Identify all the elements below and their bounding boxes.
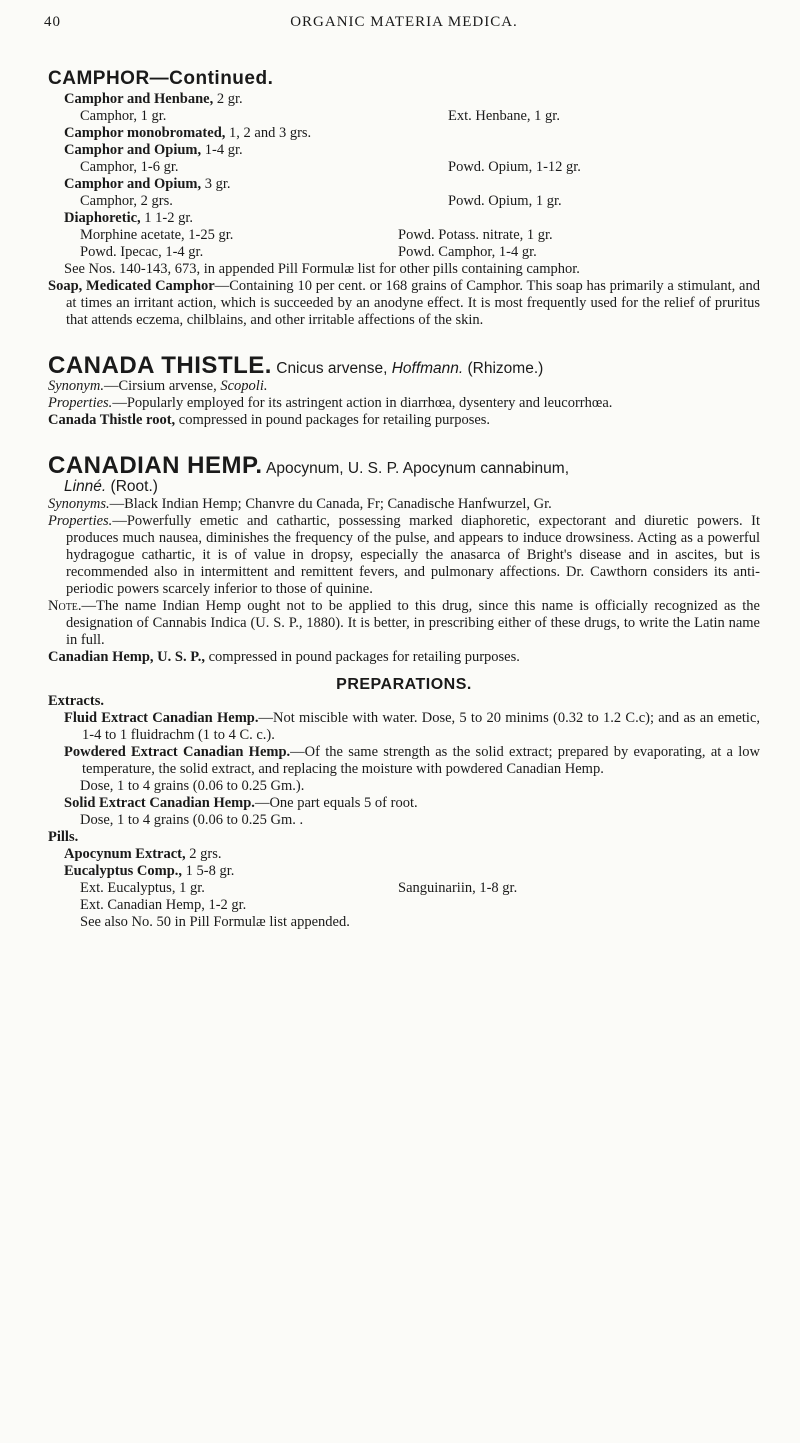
pill-formula — [48, 125, 760, 142]
synonyms-label: Synonyms. — [48, 496, 110, 512]
formula-ingredients — [48, 227, 760, 244]
synonyms-text: —Black Indian Hemp; Chanvre du Canada, Fr; Canadische Hanfwurzel, Gr. — [109, 496, 552, 512]
formula-ingredients — [48, 108, 760, 125]
drug-part: (Root.) — [106, 478, 158, 495]
prep-dose: Dose, 5 to 20 minims (0.32 to 1.2 C.c); and as an emetic, 1-4 to 1 fluidrachm (1 to 4 C. c.). — [82, 710, 761, 743]
powdered-extract — [48, 744, 760, 795]
running-title: ORGANIC MATERIA MEDICA. — [290, 14, 518, 30]
formula-title: Camphor and Opium, — [64, 176, 202, 192]
formula-ingredients — [48, 193, 760, 210]
page-number: 40 — [44, 14, 61, 30]
camphor-heading: CAMPHOR—Continued. — [48, 68, 274, 89]
product-text: compressed in pound packages for retailing purposes. — [175, 412, 491, 428]
product-title: Canada Thistle root, — [48, 412, 176, 428]
latin-name: Cnicus arvense, — [271, 360, 388, 377]
properties-label: Properties. — [48, 513, 113, 529]
synonym-text: —Cirsium arvense, — [103, 378, 221, 394]
properties-paragraph — [48, 513, 760, 598]
ingredient: Camphor, 1 gr. — [80, 108, 167, 124]
pill-formula — [48, 91, 760, 108]
prep-text: —Of the same strength as the solid extract; prepared by evaporating, at a low temperature, the solid extract, and replacing the moisture with powdered Canadian Hemp. — [82, 744, 760, 777]
prep-dose: Dose, 1 to 4 grains (0.06 to 0.25 Gm.). — [80, 778, 305, 794]
fluid-extract-desc — [64, 710, 760, 744]
fluid-extract — [48, 710, 760, 744]
ingredient: Powd. Opium, 1-12 gr. — [448, 159, 581, 175]
formula-ingredients — [48, 244, 760, 261]
formula-title: Camphor and Opium, — [64, 142, 202, 158]
ingredient: Ext. Henbane, 1 gr. — [448, 108, 560, 124]
properties-label: Properties. — [48, 395, 113, 411]
formula-dose: 1-4 gr. — [201, 142, 243, 158]
drug-part: (Rhizome.) — [463, 360, 544, 377]
entry-heading-line — [48, 452, 760, 479]
formula-dose: 2 gr. — [213, 91, 243, 107]
pill-formula — [48, 176, 760, 193]
formula-title: Apocynum Extract, — [64, 846, 186, 862]
ingredient: Powd. Opium, 1 gr. — [448, 193, 562, 209]
formula-ingredients — [48, 159, 760, 176]
page-content — [48, 70, 760, 931]
running-head — [44, 14, 764, 38]
product-line — [48, 412, 760, 429]
pill-formula — [48, 142, 760, 159]
formula-dose: 3 gr. — [201, 176, 231, 192]
synonym-line — [48, 378, 760, 395]
formula-title: Camphor monobromated, — [64, 125, 226, 141]
note-text: .—The name Indian Hemp ought not to be applied to this drug, since this name is officially recognized as the designation of Cannabis Indica (U. S. P., 1880). It is better, in prescribing either of these drugs, to write the Latin name in full. — [66, 598, 760, 648]
see-also-note: See also No. 50 in Pill Formulæ list appended. — [80, 914, 350, 930]
see-also-note: See Nos. 140-143, 673, in appended Pill Formulæ list for other pills containing camphor. — [64, 261, 580, 277]
solid-extract-desc — [64, 795, 760, 812]
pill-formula — [48, 863, 760, 880]
product-line — [48, 649, 760, 666]
pills-label: Pills. — [48, 829, 79, 845]
formula-dose: 2 grs. — [185, 846, 222, 862]
soap-title: Soap, Medicated Camphor — [48, 278, 215, 294]
note-label: Note — [48, 598, 78, 614]
ingredient: Powd. Potass. nitrate, 1 gr. — [398, 227, 553, 243]
entry-heading-continued — [48, 478, 760, 496]
ingredient: Powd. Camphor, 1-4 gr. — [398, 244, 537, 260]
properties-text: —Powerfully emetic and cathartic, possessing marked diaphoretic, expectorant and diuretic powers. It produces much nausea, diminishes the frequency of the pulse, and appears to induce drowsiness. Acting as a powerful hydragogue cathartic, it is of value in dropsy, especially the anasarca of Bright's disease and in ascites, but is recommended also in intermittent and remittent fevers, and pulmonary affections. Dr. Cawthorn considers its anti-periodic powers scarcely inferior to those of quinine. — [66, 513, 760, 597]
formula-dose: 1, 2 and 3 grs. — [225, 125, 312, 141]
prep-title: Solid Extract Canadian Hemp. — [64, 795, 255, 811]
ingredient: Camphor, 1-6 gr. — [80, 159, 179, 175]
extracts-label: Extracts. — [48, 693, 104, 709]
ingredient: Ext. Eucalyptus, 1 gr. — [80, 880, 205, 896]
prep-dose: Dose, 1 to 4 grains (0.06 to 0.25 Gm. . — [80, 812, 304, 828]
formula-dose: 1 5-8 gr. — [182, 863, 235, 879]
pill-formula — [48, 846, 760, 863]
formula-title: Eucalyptus Comp., — [64, 863, 183, 879]
properties-paragraph — [48, 395, 760, 412]
pill-formula — [48, 210, 760, 227]
properties-text: —Popularly employed for its astringent action in diarrhœa, dysentery and leucorrhœa. — [112, 395, 613, 411]
canadian-hemp-entry — [48, 452, 761, 931]
formula-title: Camphor and Henbane, — [64, 91, 214, 107]
preparations-heading: PREPARATIONS. — [336, 676, 472, 693]
solid-extract — [48, 795, 760, 829]
formula-title: Diaphoretic, — [64, 210, 141, 226]
entry-heading: CANADA THISTLE. — [48, 352, 272, 379]
prep-text: —Not miscible with water. — [258, 710, 418, 726]
formula-dose: 1 1-2 gr. — [140, 210, 194, 226]
ingredient: Sanguinariin, 1-8 gr. — [398, 880, 518, 896]
author: Linné. — [64, 478, 107, 495]
prep-title: Fluid Extract Canadian Hemp. — [64, 710, 259, 726]
entry-heading-line — [48, 352, 760, 379]
product-title: Canadian Hemp, U. S. P., — [48, 649, 205, 665]
prep-title: Powdered Extract Canadian Hemp. — [64, 744, 291, 760]
soap-text: —Containing 10 per cent. or 168 grains of Camphor. This soap has primarily a stimulant, and at times an irritant action, which is succeeded by an anodyne effect. It is most frequently used for the relief of pruritus that attends eczema, chilblains, and other irritable affections of the skin. — [66, 278, 760, 328]
ingredient: Ext. Canadian Hemp, 1-2 gr. — [80, 897, 247, 913]
soap-entry — [48, 278, 760, 329]
latin-name: Apocynum, U. S. P. Apocynum cannabinum, — [262, 460, 570, 477]
product-text: compressed in pound packages for retailing purposes. — [205, 649, 520, 665]
note-paragraph — [48, 598, 760, 649]
synonym-author: Scopoli. — [220, 378, 268, 394]
formula-ingredients — [48, 880, 760, 897]
ingredient: Camphor, 2 grs. — [80, 193, 173, 209]
synonym-label: Synonym. — [48, 378, 104, 394]
entry-heading: CANADIAN HEMP. — [48, 452, 263, 479]
ingredient: Powd. Ipecac, 1-4 gr. — [80, 244, 204, 260]
powdered-extract-desc — [64, 744, 760, 778]
formula-ingredients — [48, 897, 760, 914]
prep-text: —One part equals 5 of root. — [254, 795, 418, 811]
ingredient: Morphine acetate, 1-25 gr. — [80, 227, 234, 243]
synonyms-paragraph — [48, 496, 760, 513]
author: Hoffmann. — [387, 360, 464, 377]
canada-thistle-entry — [48, 352, 760, 429]
